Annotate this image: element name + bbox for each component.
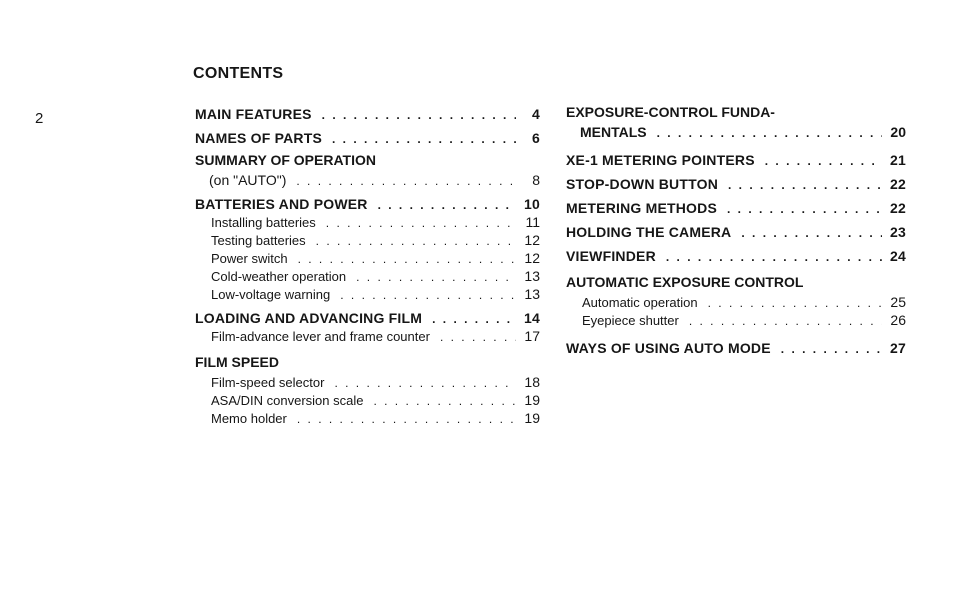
toc-subentry: Memo holder . . . 19: [195, 408, 540, 426]
toc-entry-viewfinder: VIEWFINDER . . . 24: [566, 246, 906, 264]
toc-subentry: Cold-weather operation . . . 13: [195, 266, 540, 284]
toc-heading-auto-exposure: AUTOMATIC EXPOSURE CONTROL: [566, 274, 804, 290]
toc-subentry: Film-speed selector . . . 18: [195, 372, 540, 390]
toc-subentry: Automatic operation . . . 25: [566, 292, 906, 310]
toc-subentry: Power switch . . . 12: [195, 248, 540, 266]
toc-subentry: ASA/DIN conversion scale . . . 19: [195, 390, 540, 408]
toc-entry-names-of-parts: NAMES OF PARTS . . . 6: [195, 128, 540, 146]
toc-entry-exposure-fundamentals-cont: MENTALS . . . 20: [566, 122, 906, 140]
toc-right-column: [566, 98, 906, 356]
toc-entry-summary-cont: (on "AUTO") . . . 8: [195, 170, 540, 188]
toc-subentry: Eyepiece shutter . . . 26: [566, 310, 906, 328]
toc-entry-stop-down: STOP-DOWN BUTTON . . . 22: [566, 174, 906, 192]
toc-subentry: Testing batteries . . . 12: [195, 230, 540, 248]
toc-entry-batteries: BATTERIES AND POWER . . . 10: [195, 194, 540, 212]
toc-left-column: [195, 98, 540, 426]
page-title: CONTENTS: [193, 65, 284, 82]
toc-entry-main-features: MAIN FEATURES . . . 4: [195, 104, 540, 122]
toc-heading-summary: SUMMARY OF OPERATION: [195, 152, 376, 168]
toc-subentry: Film-advance lever and frame counter . . . 17: [195, 326, 540, 344]
toc-entry-loading: LOADING AND ADVANCING FILM . . . 14: [195, 308, 540, 326]
toc-entry-metering-pointers: XE-1 METERING POINTERS . . . 21: [566, 150, 906, 168]
toc-subentry: Installing batteries . . . 11: [195, 212, 540, 230]
toc-entry-holding: HOLDING THE CAMERA . . . 23: [566, 222, 906, 240]
page-number: 2: [35, 110, 44, 127]
toc-entry-ways-auto: WAYS OF USING AUTO MODE . . . 27: [566, 338, 906, 356]
toc-heading-film-speed: FILM SPEED: [195, 354, 280, 370]
toc-subentry: Low-voltage warning . . . 13: [195, 284, 540, 302]
toc-heading-exposure-fundamentals: EXPOSURE-CONTROL FUNDA-: [566, 104, 775, 120]
toc-entry-metering-methods: METERING METHODS . . . 22: [566, 198, 906, 216]
